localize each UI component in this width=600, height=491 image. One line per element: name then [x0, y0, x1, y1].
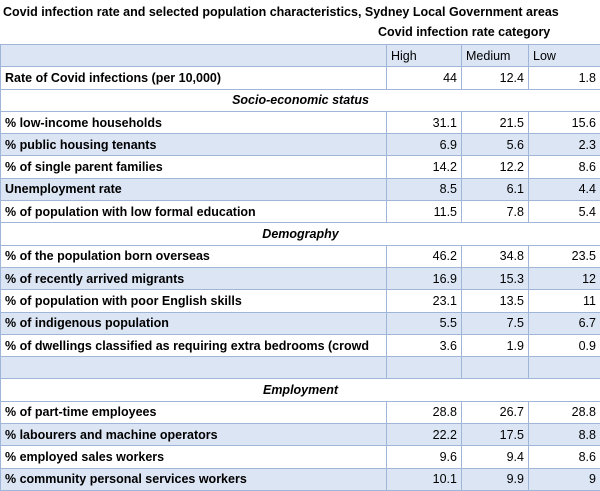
value-cell-high[interactable] — [387, 357, 462, 379]
value-cell-low[interactable]: 2.3 — [529, 134, 600, 156]
value-cell-low[interactable]: 0.9 — [529, 334, 600, 356]
value-cell-medium[interactable]: 6.1 — [462, 178, 529, 200]
value-cell-high[interactable]: 10.1 — [387, 468, 462, 490]
value-cell-high[interactable]: 5.5 — [387, 312, 462, 334]
value-cell-high[interactable]: 22.2 — [387, 424, 462, 446]
value-cell-low[interactable]: 15.6 — [529, 111, 600, 133]
value-cell-low[interactable]: 6.7 — [529, 312, 600, 334]
value-cell-medium[interactable] — [462, 357, 529, 379]
value-cell-medium[interactable]: 13.5 — [462, 290, 529, 312]
section-header-row — [1, 379, 600, 401]
value-cell-high[interactable]: 31.1 — [387, 111, 462, 133]
row-label[interactable] — [1, 357, 387, 379]
row-label[interactable]: % employed sales workers — [1, 446, 387, 468]
value-cell-low[interactable]: 12 — [529, 267, 600, 289]
row-label[interactable]: Unemployment rate — [1, 178, 387, 200]
section-header[interactable]: Demography — [1, 223, 600, 245]
value-cell-high[interactable]: 23.1 — [387, 290, 462, 312]
value-cell-low[interactable]: 1.8 — [529, 67, 600, 89]
value-cell-low[interactable]: 4.4 — [529, 178, 600, 200]
table-row — [1, 156, 600, 178]
table-row — [1, 468, 600, 490]
section-header[interactable]: Employment — [1, 379, 600, 401]
value-cell-medium[interactable]: 34.8 — [462, 245, 529, 267]
value-cell-medium[interactable]: 9.9 — [462, 468, 529, 490]
value-cell-medium[interactable]: 1.9 — [462, 334, 529, 356]
table-row — [1, 290, 600, 312]
row-label[interactable]: Rate of Covid infections (per 10,000) — [1, 67, 387, 89]
row-label[interactable]: % community personal services workers — [1, 468, 387, 490]
table-row — [1, 178, 600, 200]
blank-row — [1, 357, 600, 379]
row-label[interactable]: % low-income households — [1, 111, 387, 133]
table-row — [1, 312, 600, 334]
table-row — [1, 111, 600, 133]
value-cell-high[interactable]: 11.5 — [387, 201, 462, 223]
value-cell-medium[interactable]: 12.4 — [462, 67, 529, 89]
column-header-medium[interactable]: Medium — [462, 45, 529, 67]
row-label[interactable]: % of the population born overseas — [1, 245, 387, 267]
value-cell-high[interactable]: 44 — [387, 67, 462, 89]
column-header-high[interactable]: High — [387, 45, 462, 67]
value-cell-high[interactable]: 46.2 — [387, 245, 462, 267]
table-title: Covid infection rate and selected population characteristics, Sydney Local Government areas — [3, 2, 559, 22]
data-table — [0, 44, 600, 491]
section-header-row — [1, 89, 600, 111]
column-group-header: Covid infection rate category — [378, 23, 550, 41]
value-cell-high[interactable]: 6.9 — [387, 134, 462, 156]
table-row — [1, 201, 600, 223]
value-cell-low[interactable] — [529, 357, 600, 379]
value-cell-medium[interactable]: 9.4 — [462, 446, 529, 468]
row-label[interactable]: % public housing tenants — [1, 134, 387, 156]
value-cell-medium[interactable]: 7.5 — [462, 312, 529, 334]
value-cell-high[interactable]: 14.2 — [387, 156, 462, 178]
value-cell-medium[interactable]: 21.5 — [462, 111, 529, 133]
value-cell-low[interactable]: 5.4 — [529, 201, 600, 223]
section-header-row — [1, 223, 600, 245]
column-header-low[interactable]: Low — [529, 45, 600, 67]
column-header-row — [1, 45, 600, 67]
value-cell-low[interactable]: 8.6 — [529, 156, 600, 178]
row-label[interactable]: % of population with low formal education — [1, 201, 387, 223]
table-row — [1, 245, 600, 267]
table-row — [1, 334, 600, 356]
value-cell-low[interactable]: 11 — [529, 290, 600, 312]
section-header[interactable]: Socio-economic status — [1, 89, 600, 111]
table-row — [1, 401, 600, 423]
value-cell-high[interactable]: 16.9 — [387, 267, 462, 289]
row-label[interactable]: % of single parent families — [1, 156, 387, 178]
value-cell-low[interactable]: 8.6 — [529, 446, 600, 468]
row-label[interactable]: % of dwellings classified as requiring extra bedrooms (crowd — [1, 334, 387, 356]
value-cell-high[interactable]: 28.8 — [387, 401, 462, 423]
table-row — [1, 446, 600, 468]
value-cell-high[interactable]: 8.5 — [387, 178, 462, 200]
value-cell-low[interactable]: 23.5 — [529, 245, 600, 267]
header-empty-cell[interactable] — [1, 45, 387, 67]
value-cell-low[interactable]: 28.8 — [529, 401, 600, 423]
row-label[interactable]: % of population with poor English skills — [1, 290, 387, 312]
value-cell-medium[interactable]: 15.3 — [462, 267, 529, 289]
row-label[interactable]: % of part-time employees — [1, 401, 387, 423]
table-row — [1, 134, 600, 156]
value-cell-medium[interactable]: 12.2 — [462, 156, 529, 178]
row-label[interactable]: % labourers and machine operators — [1, 424, 387, 446]
value-cell-low[interactable]: 9 — [529, 468, 600, 490]
value-cell-medium[interactable]: 17.5 — [462, 424, 529, 446]
value-cell-medium[interactable]: 26.7 — [462, 401, 529, 423]
value-cell-high[interactable]: 9.6 — [387, 446, 462, 468]
value-cell-high[interactable]: 3.6 — [387, 334, 462, 356]
row-label[interactable]: % of indigenous population — [1, 312, 387, 334]
table-row — [1, 67, 600, 89]
table-row — [1, 267, 600, 289]
value-cell-low[interactable]: 8.8 — [529, 424, 600, 446]
value-cell-medium[interactable]: 7.8 — [462, 201, 529, 223]
table-body — [1, 45, 600, 491]
value-cell-medium[interactable]: 5.6 — [462, 134, 529, 156]
row-label[interactable]: % of recently arrived migrants — [1, 267, 387, 289]
table-row — [1, 424, 600, 446]
